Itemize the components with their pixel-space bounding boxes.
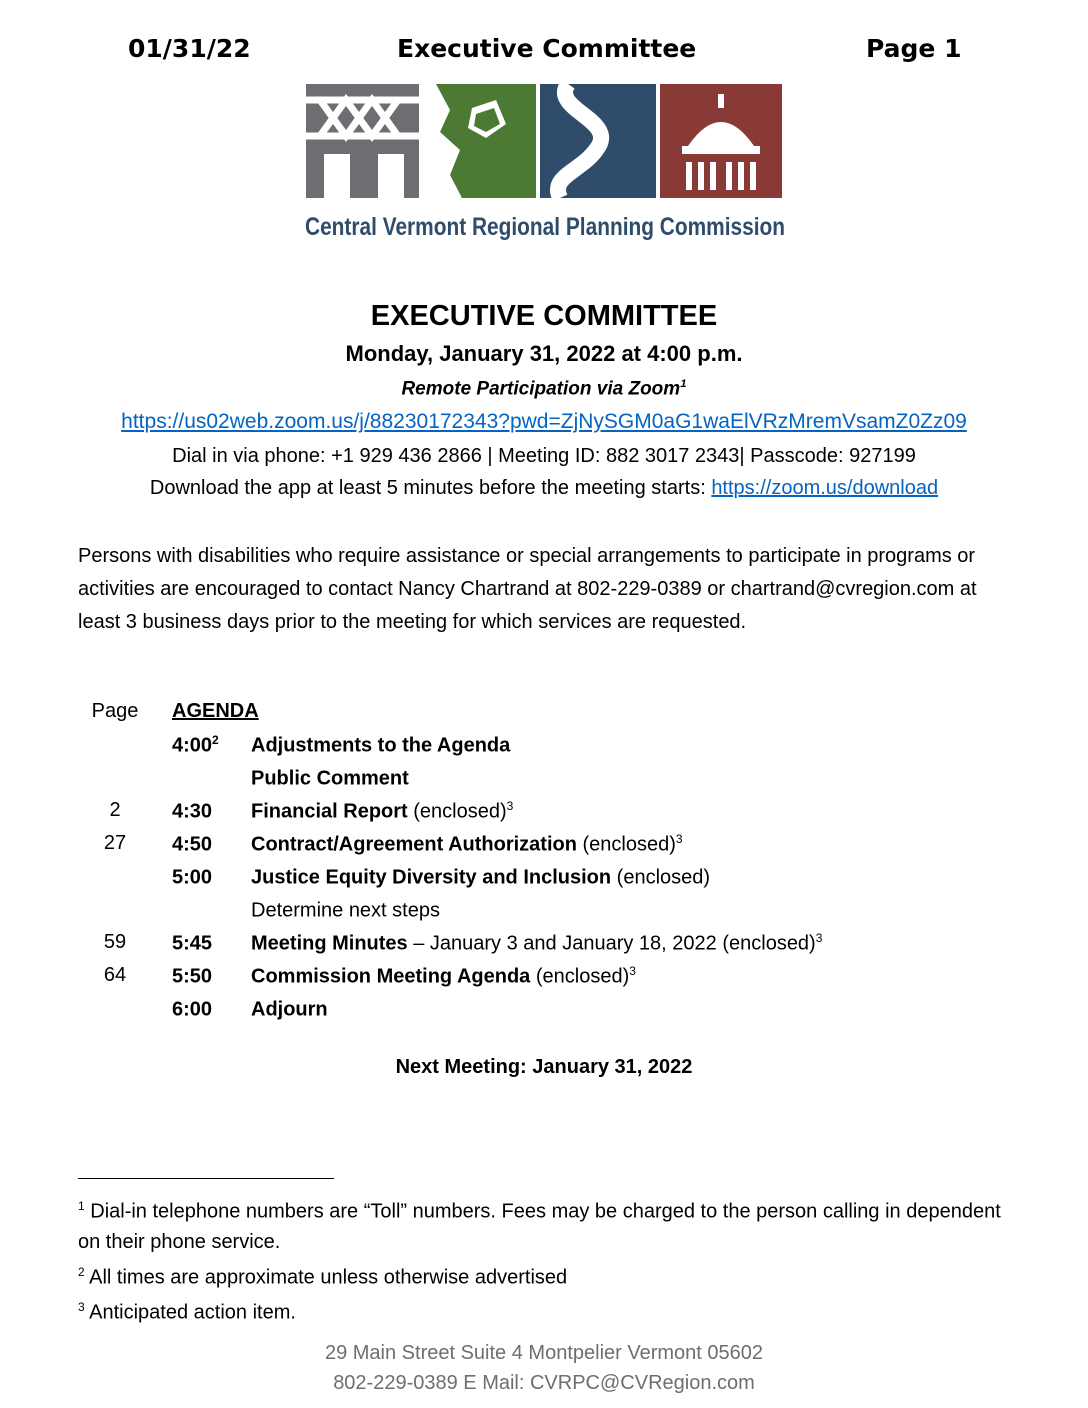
footnote bbox=[78, 1292, 1018, 1328]
footnote-number: 1 bbox=[78, 1199, 85, 1213]
agenda-item-note: (enclosed) bbox=[576, 833, 676, 856]
footnote-number: 3 bbox=[78, 1300, 85, 1315]
agenda-item-text bbox=[251, 733, 510, 758]
header-page-number: Page 1 bbox=[866, 34, 962, 63]
agenda-item bbox=[78, 733, 1018, 766]
agenda-time bbox=[172, 865, 212, 890]
footnote-ref: 2 bbox=[212, 733, 219, 747]
footnote-divider bbox=[78, 1178, 334, 1179]
agenda-item-text bbox=[251, 964, 636, 989]
header-committee: Executive Committee bbox=[397, 34, 697, 63]
agenda-item-text bbox=[251, 997, 328, 1022]
agenda-time-text: 6:00 bbox=[172, 998, 213, 1021]
agenda-item-title: Adjustments to the Agenda bbox=[251, 734, 511, 757]
agenda-time-text: 5:50 bbox=[172, 965, 213, 988]
footnote-ref: 3 bbox=[815, 931, 823, 945]
agenda-item bbox=[78, 832, 1018, 865]
agenda-item-note: (enclosed) bbox=[611, 866, 711, 889]
agenda-time-text: 5:00 bbox=[172, 866, 213, 889]
agenda bbox=[78, 700, 1018, 1030]
footnotes bbox=[78, 1191, 1018, 1328]
logo-graphic bbox=[300, 80, 790, 250]
page-column-label: Page bbox=[91, 700, 139, 722]
agenda-item-title: Commission Meeting Agenda bbox=[251, 965, 531, 988]
footnote-ref: 3 bbox=[675, 832, 683, 846]
agenda-item bbox=[78, 865, 1018, 898]
agenda-item-title: Justice Equity Diversity and Inclusion bbox=[251, 866, 612, 889]
remote-participation bbox=[0, 378, 1088, 400]
agenda-item-title: Financial Report bbox=[251, 800, 408, 823]
agenda-item bbox=[78, 898, 1018, 931]
agenda-item-text bbox=[251, 799, 513, 824]
zoom-meeting-link[interactable]: https://us02web.zoom.us/j/88230172343?pwd=ZjNySGM0aG1waElVRzMremVsamZ0Zz09 bbox=[121, 410, 967, 433]
footnote-number: 2 bbox=[78, 1264, 85, 1279]
agenda-item-text bbox=[251, 832, 683, 857]
footnote-ref: 1 bbox=[680, 378, 687, 390]
download-line bbox=[0, 477, 1088, 500]
agenda-time bbox=[172, 799, 212, 824]
agenda-time-text: 4:30 bbox=[172, 800, 213, 823]
download-text: Download the app at least 5 minutes before the meeting starts: bbox=[149, 477, 712, 499]
agenda-time bbox=[172, 964, 212, 989]
agenda-item-note: Determine next steps bbox=[251, 899, 440, 922]
agenda-item-text bbox=[251, 931, 822, 956]
agenda-item bbox=[78, 799, 1018, 832]
accessibility-notice: Persons with disabilities who require assistance or special arrangements to participate in programs or activities are encouraged to contact Nancy Chartrand at 802-229-0389 or chartrand@cvregion.com at least 3 business days prior to the meeting for which services are requested. bbox=[78, 545, 977, 633]
agenda-item-title: Contract/Agreement Authorization bbox=[251, 833, 577, 856]
agenda-item-title: Adjourn bbox=[251, 998, 328, 1021]
agenda-item-text bbox=[251, 865, 710, 890]
agenda-item-note: (enclosed) bbox=[407, 800, 507, 823]
agenda-page-number: 59 bbox=[103, 931, 127, 953]
agenda-item-text bbox=[251, 766, 409, 791]
agenda-item bbox=[78, 997, 1018, 1030]
footnote-text: Dial-in telephone numbers are “Toll” numbers. Fees may be charged to the person calling in dependent on their phone service. bbox=[78, 1200, 1001, 1253]
agenda-time bbox=[172, 997, 212, 1022]
agenda-time-text: 5:45 bbox=[172, 932, 213, 955]
footnote-text: All times are approximate unless otherwise advertised bbox=[84, 1266, 568, 1289]
agenda-page-number: 27 bbox=[103, 832, 127, 854]
agenda-time-text: 4:50 bbox=[172, 833, 213, 856]
agenda-page-number: 64 bbox=[103, 964, 127, 986]
agenda-item bbox=[78, 964, 1018, 997]
agenda-item-text bbox=[251, 898, 440, 923]
footnote bbox=[78, 1257, 1018, 1293]
footer-address: 29 Main Street Suite 4 Montpelier Vermont 05602 bbox=[324, 1342, 764, 1364]
cvrpc-logo bbox=[300, 80, 790, 255]
agenda-time-text: 4:00 bbox=[172, 734, 213, 757]
footer-contact: 802-229-0389 E Mail: CVRPC@CVRegion.com bbox=[333, 1372, 755, 1394]
agenda-item bbox=[78, 766, 1018, 799]
agenda-header-row bbox=[78, 700, 1018, 733]
agenda-time bbox=[172, 832, 212, 857]
agenda-heading: AGENDA bbox=[172, 700, 259, 722]
dial-in-info: Dial in via phone: +1 929 436 2866 | Meeting ID: 882 3017 2343| Passcode: 927199 bbox=[172, 445, 916, 467]
zoom-download-link[interactable]: https://zoom.us/download bbox=[711, 477, 939, 499]
agenda-item-title: Public Comment bbox=[251, 767, 409, 790]
agenda-item bbox=[78, 931, 1018, 964]
agenda-item-note: (enclosed) bbox=[530, 965, 630, 988]
agenda-item-note: – January 3 and January 18, 2022 (enclosed) bbox=[407, 932, 816, 955]
meeting-title: EXECUTIVE COMMITTEE bbox=[370, 300, 718, 332]
footnote-text: Anticipated action item. bbox=[84, 1301, 296, 1324]
agenda-time bbox=[172, 733, 219, 758]
agenda-item-title: Meeting Minutes bbox=[251, 932, 408, 955]
footnote-ref: 3 bbox=[506, 799, 514, 813]
footnote-ref: 3 bbox=[629, 964, 636, 978]
logo-org-name: Central Vermont Regional Planning Commission bbox=[305, 213, 785, 241]
remote-participation-text: Remote Participation via Zoom bbox=[401, 378, 681, 400]
agenda-page-number: 2 bbox=[109, 799, 121, 821]
footnote bbox=[78, 1191, 1018, 1257]
meeting-datetime: Monday, January 31, 2022 at 4:00 p.m. bbox=[345, 341, 743, 366]
next-meeting: Next Meeting: January 31, 2022 bbox=[395, 1056, 693, 1078]
header-date: 01/31/22 bbox=[128, 34, 251, 63]
agenda-time bbox=[172, 931, 212, 956]
